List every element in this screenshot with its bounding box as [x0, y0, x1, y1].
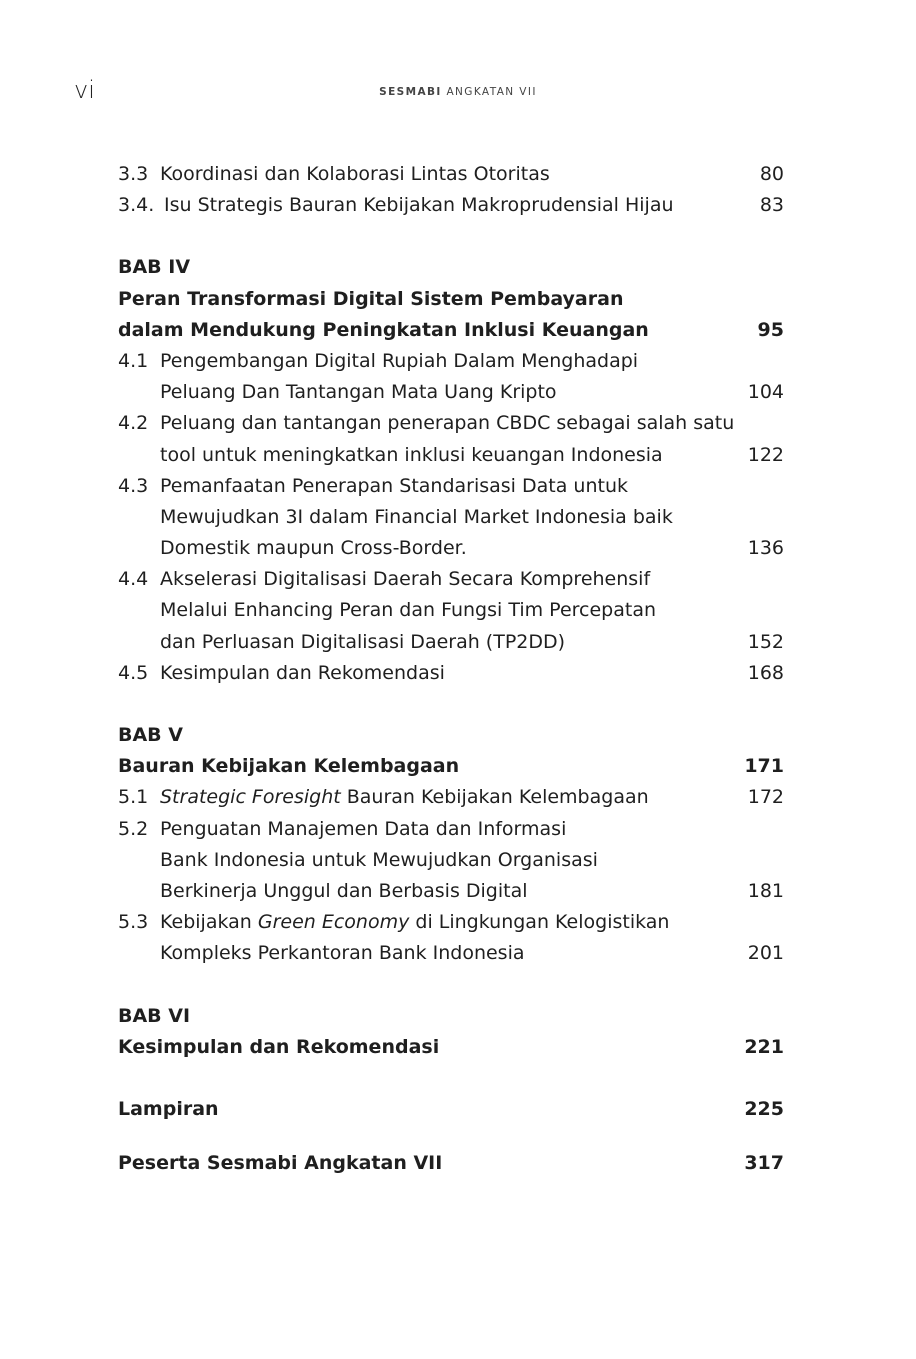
chapter-title-text: Lampiran	[118, 1097, 219, 1120]
section-title: Peluang dan tantangan penerapan CBDC sebagai salah satu	[160, 412, 735, 435]
running-head	[0, 86, 916, 98]
section-title: Berkinerja Unggul dan Berbasis Digital	[160, 879, 528, 902]
chapter-title-text: dalam Mendukung Peningkatan Inklusi Keuangan	[118, 318, 649, 341]
section-title: Isu Strategis Bauran Kebijakan Makroprudensial Hijau	[164, 194, 674, 217]
section-title: di Lingkungan Kelogistikan	[409, 911, 670, 934]
toc-entry-continuation	[118, 377, 784, 408]
section-title: Melalui Enhancing Peran dan Fungsi Tim Percepatan	[160, 599, 657, 622]
section-title-italic: Green Economy	[257, 911, 410, 934]
section-number: 4.1	[118, 349, 149, 372]
section-title: Kompleks Perkantoran Bank Indonesia	[160, 942, 525, 965]
chapter-title-line	[118, 315, 784, 346]
chapter-title-line: Peran Transformasi Digital Sistem Pembayaran	[118, 287, 624, 310]
toc-entry-5-3	[118, 907, 784, 938]
toc-entry-continuation	[118, 502, 784, 533]
section-title: Bank Indonesia untuk Mewujudkan Organisasi	[160, 848, 598, 871]
page-ref: 221	[744, 1035, 784, 1058]
section-title: Koordinasi dan Kolaborasi Lintas Otoritas	[160, 163, 550, 185]
section-number: 3.3	[118, 163, 149, 185]
page-ref: 80	[759, 163, 784, 185]
page-ref: 172	[747, 786, 784, 809]
section-title: Penguatan Manajemen Data dan Informasi	[160, 817, 567, 840]
page-ref: 201	[747, 942, 784, 965]
page-ref: 122	[747, 443, 784, 466]
section-title: dan Perluasan Digitalisasi Daerah (TP2DD)	[160, 630, 566, 653]
section-number: 5.1	[118, 786, 149, 809]
toc-entry-4-1	[118, 346, 784, 377]
toc-entry-5-2	[118, 814, 784, 845]
toc-entry-continuation	[118, 440, 784, 471]
table-of-contents	[118, 159, 784, 1179]
toc-entry-5-1	[118, 782, 784, 813]
chapter-title-text: Peserta Sesmabi Angkatan VII	[118, 1152, 443, 1175]
section-title: Kebijakan	[160, 911, 258, 934]
section-title: tool untuk meningkatkan inklusi keuangan Indonesia	[160, 443, 663, 466]
page-ref: 225	[744, 1097, 784, 1120]
section-title: Domestik maupun Cross-Border.	[160, 537, 467, 560]
section-number: 5.3	[118, 911, 149, 934]
page-number: vi	[74, 76, 95, 104]
section-number: 3.4.	[118, 194, 155, 217]
section-title: Pemanfaatan Penerapan Standarisasi Data untuk	[160, 474, 628, 497]
toc-entry-lampiran	[118, 1094, 784, 1125]
toc-entry-continuation	[118, 627, 784, 658]
section-number: 4.3	[118, 474, 149, 497]
section-title: Peluang Dan Tantangan Mata Uang Kripto	[160, 381, 557, 404]
toc-entry-4-2	[118, 408, 784, 439]
page-ref: 317	[744, 1152, 784, 1175]
chapter-title-line	[118, 1032, 784, 1063]
toc-entry-peserta	[118, 1148, 784, 1179]
chapter-title-text: Kesimpulan dan Rekomendasi	[118, 1035, 440, 1058]
running-head-bold: SESMABI	[379, 86, 442, 98]
chapter-label-bab-v: BAB V	[118, 724, 183, 746]
toc-entry-4-5	[118, 658, 784, 689]
page-ref: 171	[744, 755, 784, 778]
toc-entry-continuation	[118, 845, 784, 876]
section-title-italic: Strategic Foresight	[160, 786, 341, 809]
toc-entry-4-3	[118, 471, 784, 502]
section-number: 4.4	[118, 568, 149, 591]
chapter-title-line	[118, 751, 784, 782]
section-number: 4.5	[118, 661, 149, 684]
page-ref: 95	[757, 318, 784, 341]
section-number: 4.2	[118, 412, 149, 435]
toc-entry-3-4	[118, 190, 784, 221]
section-number: 5.2	[118, 817, 149, 840]
toc-entry-4-4	[118, 564, 784, 595]
chapter-label-bab-vi: BAB VI	[118, 1004, 191, 1027]
toc-entry-continuation	[118, 876, 784, 907]
chapter-label-bab-iv: BAB IV	[118, 256, 191, 279]
section-title: Bauran Kebijakan Kelembagaan	[340, 786, 649, 809]
section-title: Mewujudkan 3I dalam Financial Market Indonesia baik	[160, 505, 673, 528]
toc-entry-3-3	[118, 159, 784, 190]
section-title: Kesimpulan dan Rekomendasi	[160, 661, 445, 684]
running-head-rest: ANGKATAN VII	[441, 86, 537, 98]
section-title: Pengembangan Digital Rupiah Dalam Menghadapi	[160, 349, 639, 372]
page-ref: 83	[759, 194, 784, 217]
page-ref: 152	[747, 630, 784, 653]
page-ref: 104	[747, 381, 784, 404]
toc-entry-continuation	[118, 938, 784, 969]
section-title: Akselerasi Digitalisasi Daerah Secara Komprehensif	[160, 568, 651, 591]
page-ref: 168	[747, 661, 784, 684]
page-ref: 136	[747, 537, 784, 560]
chapter-title-text: Bauran Kebijakan Kelembagaan	[118, 755, 460, 778]
toc-entry-continuation	[118, 595, 784, 626]
page-ref: 181	[747, 879, 784, 902]
toc-entry-continuation	[118, 533, 784, 564]
